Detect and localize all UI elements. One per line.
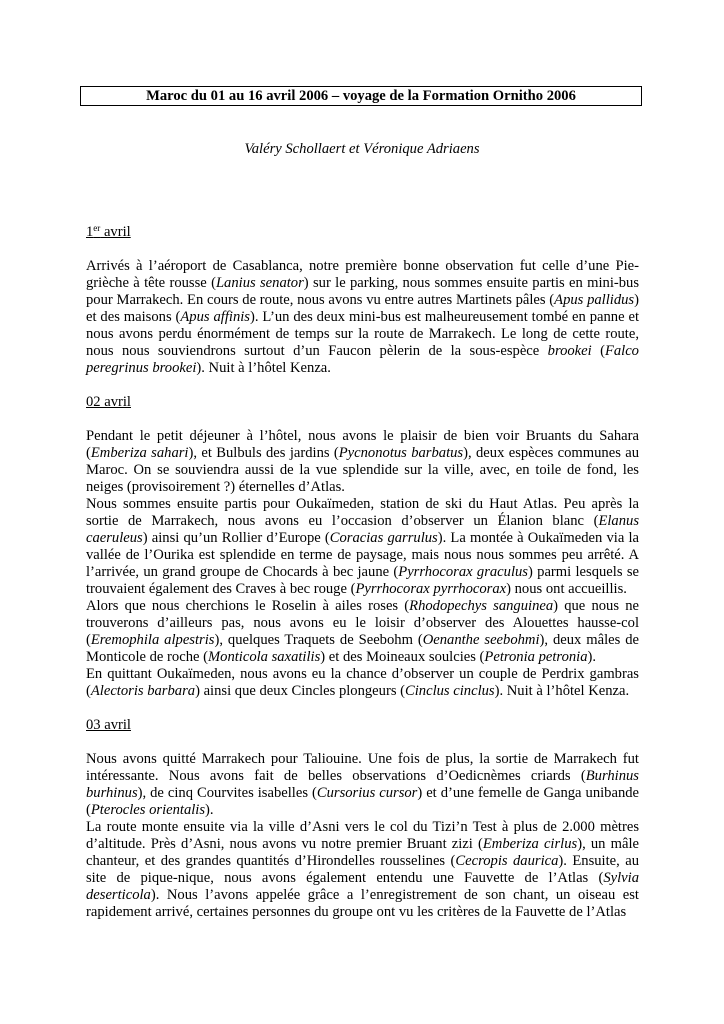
paragraph	[86, 819, 639, 921]
text-run: Arrivés à l’aéroport de Casablanca, notre première bonne observation fut celle d’une Pie-grièche à tête rousse (	[86, 258, 639, 291]
text-run: ) et des Moineaux soulcies (	[320, 649, 485, 665]
text-run: ), un mâle chanteur, et des grandes quantités d’Hirondelles rousselines (	[86, 836, 639, 869]
section-spacer	[86, 700, 639, 717]
text-run: ), quelques Traquets de Seebohm (	[214, 632, 423, 648]
document-title: Maroc du 01 au 16 avril 2006 – voyage de la Formation Ornitho 2006	[80, 86, 642, 106]
text-run: ). L’un des deux mini-bus est malheureusement tombé en panne et nous avons perdu énormément de temps sur la route de Marrakech. Le long de cette route, nous nous souviendrons surtout d’un Faucon pèlerin de la sous-espèce	[86, 309, 640, 359]
species-name: Rhodopechys sanguinea	[409, 598, 554, 614]
text-run: ). Ensuite, au site de pique-nique, nous avons également entendu une Fauvette de l’Atlas (	[86, 853, 639, 886]
text-run: (	[591, 343, 605, 359]
species-name: Pyrrhocorax pyrrhocorax	[355, 581, 507, 597]
paragraph	[86, 751, 639, 819]
text-run: ). La montée à Oukaïmeden via la vallée de l’Ourika est splendide en terme de paysage, mais nous nous sommes peu arrêté. A l’arrivée, un grand groupe de Chocards à bec jaune (	[86, 530, 640, 580]
text-run: En quittant Oukaïmeden, nous avons eu la chance d’observer un couple de Perdrix gambras (	[86, 666, 639, 699]
section-spacer	[86, 377, 639, 394]
document-body	[86, 224, 639, 921]
species-name: Pterocles orientalis	[90, 802, 206, 818]
species-name: Emberiza sahari	[90, 445, 189, 461]
species-name: Eremophila alpestris	[90, 632, 215, 648]
text-run: ) ainsi que deux Cincles plongeurs (	[195, 683, 406, 699]
paragraph	[86, 428, 639, 496]
text-run: ) et des maisons (	[86, 292, 639, 325]
species-name: Elanus caeruleus	[86, 513, 639, 546]
section-heading-superscript: er	[93, 223, 101, 233]
species-name: Pyrrhocorax graculus	[398, 564, 528, 580]
text-run: ) et d’une femelle de Ganga unibande (	[86, 785, 640, 818]
text-run: Pendant le petit déjeuner à l’hôtel, nous avons le plaisir de bien voir Bruants du Sahara (	[86, 428, 639, 461]
species-name: brookei	[547, 343, 592, 359]
text-run: ). Nuit à l’hôtel Kenza.	[196, 360, 331, 376]
text-run: ), de cinq Courvites isabelles (	[137, 785, 317, 801]
text-run: La route monte ensuite via la ville d’Asni vers le col du Tizi’n Test à plus de 2.000 mètres d’altitude. Près d’Asni, nous avons vu notre premier Bruant zizi (	[86, 819, 639, 852]
species-name: Monticola saxatilis	[207, 649, 321, 665]
species-name: Pycnonotus barbatus	[338, 445, 464, 461]
paragraph	[86, 598, 639, 666]
species-name: Coracias garrulus	[329, 530, 438, 546]
text-run: ).	[587, 649, 597, 665]
text-run: ), deux espèces communes au Maroc. On se souviendra aussi de la vue splendide sur la ville, avec, en toile de fond, les neiges (provisoirement ?) éternelles d’Atlas.	[86, 445, 640, 495]
species-name: Cinclus cinclus	[405, 683, 495, 699]
text-run: ) ainsi qu’un Rollier d’Europe (	[142, 530, 330, 546]
section-heading-text: 02 avril	[86, 394, 131, 410]
text-run: Alors que nous cherchions le Roselin à ailes roses (	[86, 598, 410, 614]
text-run: Nous sommes ensuite partis pour Oukaïmeden, station de ski du Haut Atlas. Peu après la sortie de Marrakech, nous avons eu l’occasion d’observer un Élanion blanc (	[86, 496, 639, 529]
species-name: Emberiza cirlus	[482, 836, 578, 852]
text-run: ), et Bulbuls des jardins (	[188, 445, 339, 461]
text-run: ).	[205, 802, 214, 818]
species-name: Sylvia deserticola	[86, 870, 639, 903]
text-run: ) sur le parking, nous sommes ensuite partis en mini-bus pour Marrakech. En cours de route, nous avons vu entre autres Martinets pâles (	[86, 275, 640, 308]
species-name: Alectoris barbara	[90, 683, 196, 699]
section-heading-text: 03 avril	[86, 717, 131, 733]
text-run: ) parmi lesquels se trouvaient également des Craves à bec rouge (	[86, 564, 639, 597]
section-heading-suffix: avril	[100, 224, 131, 240]
species-name: Cursorius cursor	[316, 785, 418, 801]
paragraph	[86, 666, 639, 700]
species-name: Cecropis daurica	[455, 853, 559, 869]
paragraph	[86, 496, 639, 598]
text-run: Nous avons quitté Marrakech pour Taliouine. Une fois de plus, la sortie de Marrakech fut intéressante. Nous avons fait de belles observations d’Oedicnèmes criards (	[86, 751, 639, 784]
document-authors: Valéry Schollaert et Véronique Adriaens	[244, 141, 480, 157]
text-run: ). Nuit à l’hôtel Kenza.	[494, 683, 630, 699]
section-heading-text: 1	[86, 224, 94, 240]
species-name: Apus pallidus	[554, 292, 635, 308]
species-name: Falco peregrinus brookei	[86, 343, 639, 376]
text-run: ). Nous l’avons appelée grâce a l’enregistrement de son chant, un oiseau est rapidement arrivé, certaines personnes du groupe ont vu les critères de la Fauvette de l’Atlas	[86, 887, 639, 920]
paragraph	[86, 258, 639, 377]
species-name: Apus affinis	[180, 309, 250, 325]
section-heading	[86, 224, 639, 241]
text-run: ) que nous ne trouverons d’ailleurs pas, nous avons eu le loisir d’observer des Alouettes hausse-col (	[86, 598, 639, 648]
section-heading	[86, 394, 639, 411]
text-run: ) nous ont accueillis.	[506, 581, 627, 597]
species-name: Burhinus burhinus	[86, 768, 639, 801]
species-name: Oenanthe seebohmi	[422, 632, 540, 648]
species-name: Lanius senator	[215, 275, 304, 291]
species-name: Petronia petronia	[484, 649, 588, 665]
section-heading	[86, 717, 639, 734]
text-run: ), deux mâles de Monticole de roche (	[86, 632, 639, 665]
